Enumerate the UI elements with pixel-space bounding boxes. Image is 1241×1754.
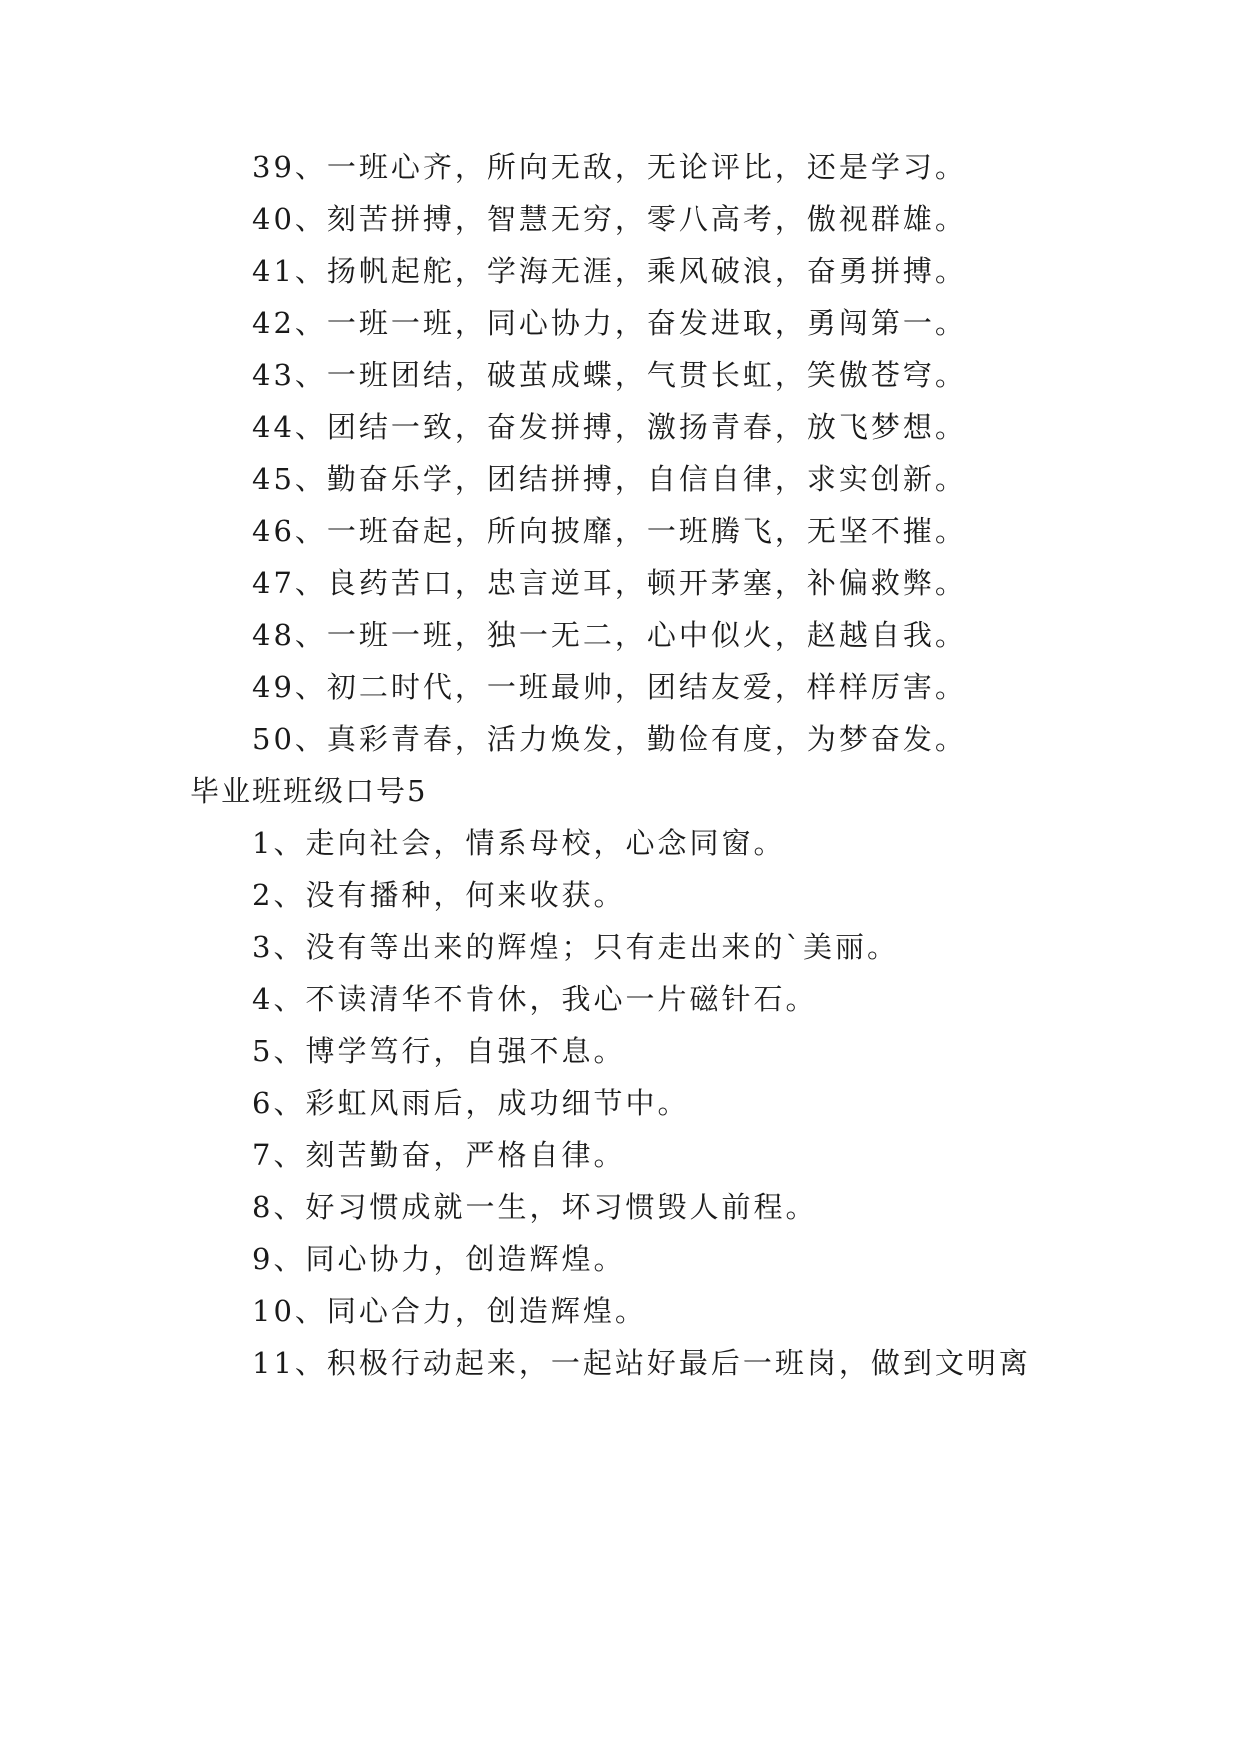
- slogan-item: 3、没有等出来的辉煌；只有走出来的`美丽。: [252, 930, 899, 964]
- slogan-item: 48、一班一班，独一无二，心中似火，赵越自我。: [252, 618, 967, 652]
- slogan-item: 41、扬帆起舵，学海无涯，乘风破浪，奋勇拼搏。: [252, 254, 967, 288]
- slogan-item: 5、博学笃行，自强不息。: [252, 1034, 626, 1068]
- slogan-item: 6、彩虹风雨后，成功细节中。: [252, 1086, 690, 1120]
- slogan-item: 44、团结一致，奋发拼搏，激扬青春，放飞梦想。: [252, 410, 967, 444]
- slogan-item: 42、一班一班，同心协力，奋发进取，勇闯第一。: [252, 306, 967, 340]
- slogan-item: 9、同心协力，创造辉煌。: [252, 1242, 626, 1276]
- slogan-item: 8、好习惯成就一生，坏习惯毁人前程。: [252, 1190, 818, 1224]
- slogan-item: 11、积极行动起来，一起站好最后一班岗，做到文明离: [252, 1346, 1031, 1380]
- slogan-item: 2、没有播种，何来收获。: [252, 878, 626, 912]
- slogan-item: 47、良药苦口，忠言逆耳，顿开茅塞，补偏救弊。: [252, 566, 967, 600]
- slogan-item: 45、勤奋乐学，团结拼搏，自信自律，求实创新。: [252, 462, 967, 496]
- slogan-item: 4、不读清华不肯休，我心一片磁针石。: [252, 982, 818, 1016]
- section-heading: 毕业班班级口号5: [190, 774, 428, 808]
- slogan-item: 40、刻苦拼搏，智慧无穷，零八高考，傲视群雄。: [252, 202, 967, 236]
- slogan-item: 46、一班奋起，所向披靡，一班腾飞，无坚不摧。: [252, 514, 967, 548]
- slogan-item: 1、走向社会，情系母校，心念同窗。: [252, 826, 786, 860]
- slogan-item: 50、真彩青春，活力焕发，勤俭有度，为梦奋发。: [252, 722, 967, 756]
- slogan-item: 39、一班心齐，所向无敌，无论评比，还是学习。: [252, 150, 967, 184]
- slogan-item: 49、初二时代，一班最帅，团结友爱，样样厉害。: [252, 670, 967, 704]
- slogan-item: 10、同心合力，创造辉煌。: [252, 1294, 647, 1328]
- slogan-item: 43、一班团结，破茧成蝶，气贯长虹，笑傲苍穹。: [252, 358, 967, 392]
- slogan-item: 7、刻苦勤奋，严格自律。: [252, 1138, 626, 1172]
